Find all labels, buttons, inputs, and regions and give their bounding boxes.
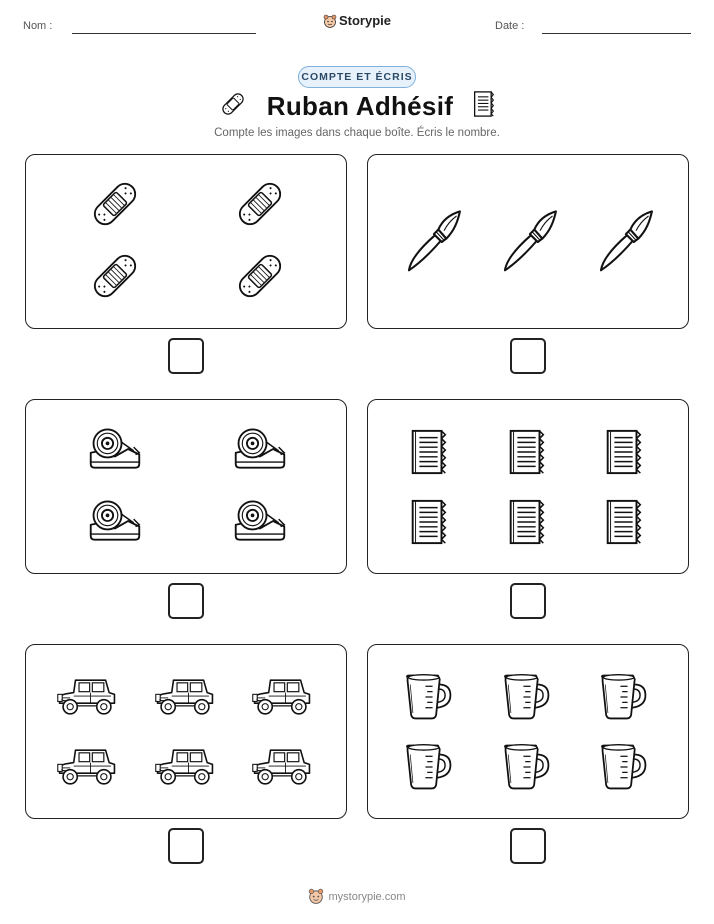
instructions: Compte les images dans chaque boîte. Écris le nombre. [214, 127, 500, 139]
storypie-logo-icon [323, 14, 337, 31]
answer-box-6[interactable] [510, 828, 546, 864]
measuring-cup-icon [597, 742, 651, 797]
tape-dispenser-icon [232, 421, 288, 482]
bandage-icon [219, 90, 247, 123]
notepad-icon [507, 428, 547, 481]
paintbrush-icon [593, 208, 661, 281]
date-label: Date : [495, 20, 525, 32]
answer-box-3[interactable] [168, 583, 204, 619]
vintage-car-icon [56, 743, 118, 796]
storypie-logo-icon [308, 888, 324, 907]
count-panel-3 [25, 399, 347, 574]
category-badge: COMPTE ET ÉCRIS [298, 66, 416, 88]
tape-dispenser-icon [87, 493, 143, 554]
name-line[interactable] [72, 33, 256, 34]
notepad-icon [604, 498, 644, 551]
measuring-cup-icon [500, 742, 554, 797]
measuring-cup-icon [597, 672, 651, 727]
tape-dispenser-icon [232, 493, 288, 554]
footer [0, 888, 714, 907]
vintage-car-icon [154, 673, 216, 726]
bandage-icon [87, 176, 143, 237]
measuring-cup-icon [500, 672, 554, 727]
paintbrush-icon [401, 208, 469, 281]
notepad-icon [409, 428, 449, 481]
brand [0, 13, 714, 31]
notepad-icon [604, 428, 644, 481]
vintage-car-icon [251, 673, 313, 726]
name-label: Nom : [23, 20, 53, 32]
bandage-icon [232, 176, 288, 237]
measuring-cup-icon [402, 742, 456, 797]
notepad-icon [507, 498, 547, 551]
page-title: Ruban Adhésif [266, 91, 454, 121]
notepad-icon [473, 90, 495, 123]
tape-dispenser-icon [87, 421, 143, 482]
answer-box-4[interactable] [510, 583, 546, 619]
paintbrush-icon [497, 208, 565, 281]
notepad-icon [409, 498, 449, 551]
bandage-icon [232, 248, 288, 309]
answer-box-2[interactable] [510, 338, 546, 374]
vintage-car-icon [56, 673, 118, 726]
vintage-car-icon [251, 743, 313, 796]
vintage-car-icon [154, 743, 216, 796]
answer-box-1[interactable] [168, 338, 204, 374]
answer-box-5[interactable] [168, 828, 204, 864]
count-panel-1 [25, 154, 347, 329]
bandage-icon [87, 248, 143, 309]
measuring-cup-icon [402, 672, 456, 727]
title-row [0, 90, 714, 123]
brand-name: Storypie [338, 13, 391, 28]
footer-url: mystorypie.com [328, 891, 406, 903]
date-line[interactable] [542, 33, 691, 34]
